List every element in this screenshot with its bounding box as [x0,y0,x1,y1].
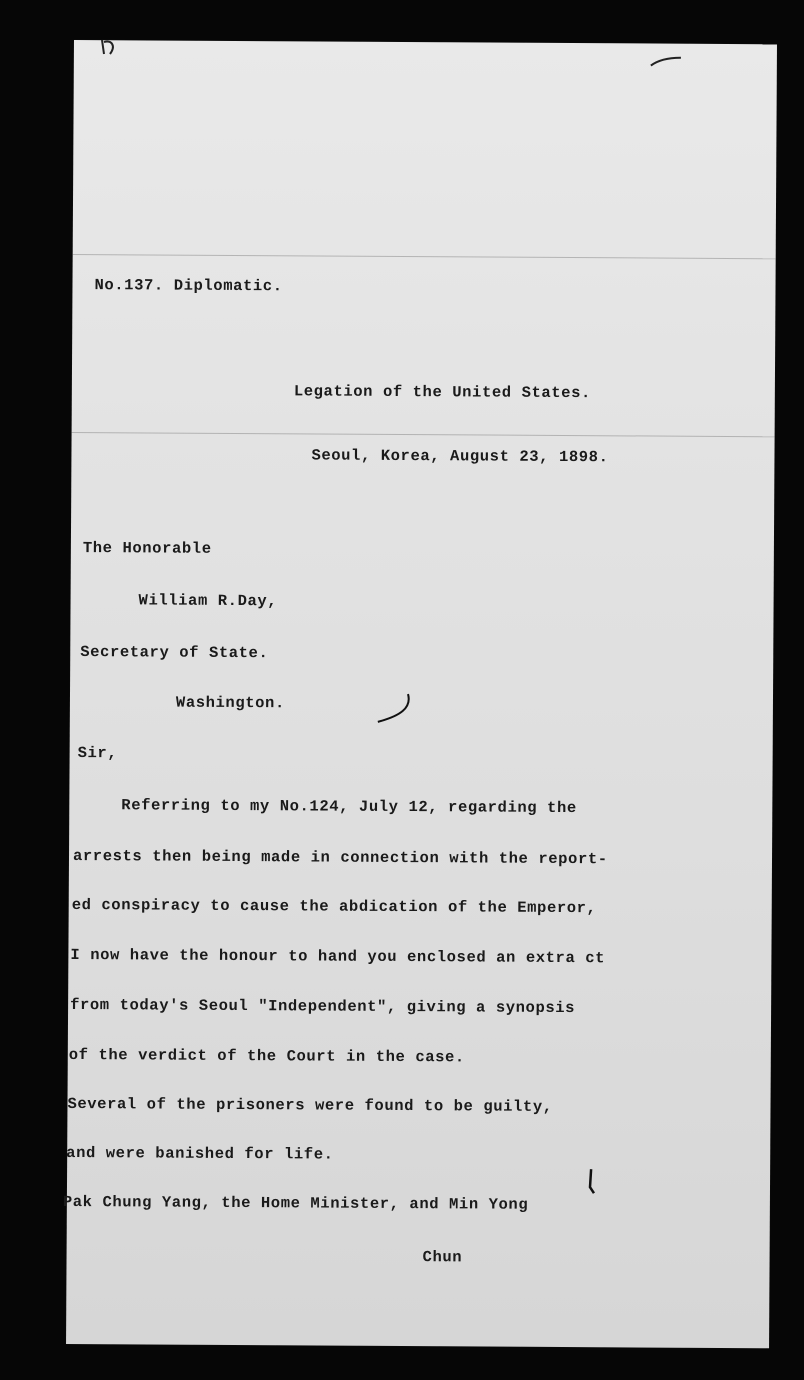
body-line: from today's Seoul "Independent", giving a synopsis [70,995,576,1018]
fold-line [73,254,776,259]
document-page [62,40,777,1348]
dispatch-number: No.137. Diplomatic. [94,276,283,296]
body-line: ed conspiracy to cause the abdication of the Emperor, [71,896,597,918]
catchword: Chun [422,1248,463,1267]
body-line: Several of the prisoners were found to be guilty, [67,1094,553,1116]
body-line: and were banished for life. [66,1143,334,1164]
body-line: Pak Chung Yang, the Home Minister, and Min Yong [62,1192,529,1214]
addressee-title: The Honorable [82,539,212,558]
addressee-city: Washington. [175,693,285,713]
body-line: Referring to my No.124, July 12, regarding the [121,796,577,818]
archival-corner-mark [96,34,126,60]
addressee-office: Secretary of State. [80,643,269,663]
greeting: Sir, [77,744,118,763]
legation-heading: Legation of the United States. [293,382,591,403]
body-line: of the verdict of the Court in the case. [68,1045,465,1067]
body-line: I now have the honour to hand you enclosed an extra ct [70,945,606,968]
pencil-mark [370,690,420,730]
addressee-name: William R.Day, [138,591,278,611]
body-line: arrests then being made in connection with the report- [72,847,608,869]
corner-mark [649,54,685,70]
fold-line [72,432,775,437]
place-date: Seoul, Korea, August 23, 1898. [311,446,609,467]
pencil-tick [585,1167,605,1197]
